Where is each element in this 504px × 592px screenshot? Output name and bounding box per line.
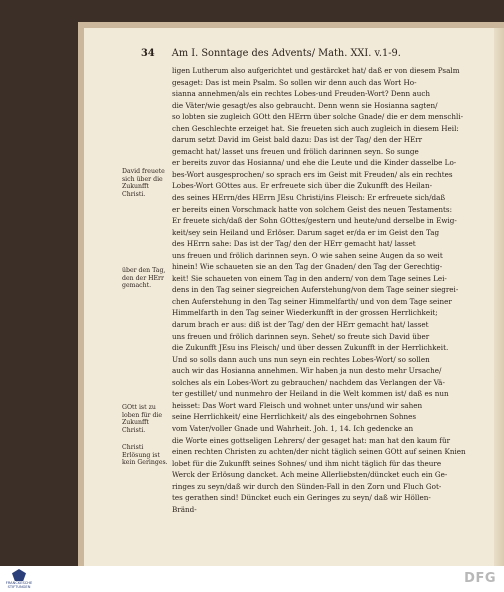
- margin-note-tag: über den Tag, den der HErr gemacht.: [122, 267, 166, 290]
- francke-logo[interactable]: [4, 569, 34, 590]
- text-line: hinein! Wie schaueten sie an den Tag der Gnaden/ den Tag der Gerechtig-: [172, 262, 443, 272]
- text-line: keit/sey sein Heiland und Erlöser. Darum saget er/da er im Geist den Tag: [172, 227, 440, 237]
- text-line: die Worte eines gottseligen Lehrers/ der gesaget hat: man hat den kaum für: [172, 435, 451, 445]
- dfg-logo[interactable]: DFG: [464, 571, 496, 586]
- text-line: Und so solls dann auch uns nun seyn ein rechtes Lobes-Wort/ so sollen: [172, 354, 430, 364]
- page-fold-shadow: [494, 28, 504, 566]
- text-line: so lobten sie zugleich GOtt den HErrn über solche Gnade/ die er dem menschli-: [172, 112, 464, 122]
- text-line: des HErrn sahe: Das ist der Tag/ den der HErr gemacht hat/ lasset: [172, 239, 416, 249]
- text-line: tes gerathen sind! Düncket euch ein Geringes zu seyn/ daß wir Höllen-: [172, 493, 431, 503]
- viewer-footer: [0, 566, 504, 592]
- text-line: ligen Lutherum also aufgerichtet und gestärcket hat/ daß er von diesem Psalm: [172, 66, 460, 75]
- margin-note-david: David freuete sich über die Zukunfft Christi.: [122, 168, 165, 198]
- margin-note-gott-loben: GOtt ist zu loben für die Zukunfft Christi.: [122, 404, 163, 434]
- text-line: einen rechten Christen zu achten/der nicht täglich seinen GOtt auf seinen Knien: [172, 447, 466, 457]
- text-line: Lobes-Wort GOttes aus. Er erfreuete sich über die Zukunfft des Heilan-: [172, 181, 433, 191]
- francke-logo-line2: STIFTUNGEN: [7, 585, 31, 589]
- text-line: gesaget: Das ist mein Psalm. So sollen wir denn auch das Wort Ho-: [172, 77, 417, 87]
- margin-note-erloesung: Christi Erlösung ist kein Geringes.: [122, 444, 168, 467]
- text-line: darum brach er aus: diß ist der Tag/ den der HErr gemacht hat/ lasset: [172, 320, 429, 330]
- francke-emblem-icon: [12, 569, 26, 581]
- text-line: Bränd-: [172, 504, 197, 514]
- text-line: solches als ein Lobes-Wort zu gebrauchen/ nachdem das Verlangen der Vä-: [172, 377, 445, 387]
- text-line: er bereits einen Vorschmack hatte von solchem Geist des neuen Testaments:: [172, 204, 452, 214]
- text-line: heisset: Das Wort ward Fleisch und wohnet unter uns/und wir sahen: [172, 400, 423, 410]
- text-line: chen Geschlechte erzeiget hat. Sie freueten sich auch zugleich in diesem Heil:: [172, 123, 459, 133]
- text-line: uns freuen und frölich darinnen seyn. Sehet/ so freute sich David über: [172, 331, 430, 341]
- text-line: keit! Sie schaueten von einem Tag in den andern/ von dem Tage seines Lei-: [172, 273, 447, 283]
- body-text: [172, 65, 494, 515]
- francke-logo-line1: FRANCKESCHE: [5, 581, 33, 585]
- text-line: dens in den Tag seiner siegreichen Auferstehung/von dem Tage seiner siegrei-: [172, 285, 459, 295]
- text-line: chen Auferstehung in den Tag seiner Himmelfarth/ und von dem Tage seiner: [172, 296, 452, 306]
- text-line: ter gestillet/ und nunmehro der Heiland in die Welt kommen ist/ daß es nun: [172, 389, 449, 399]
- text-line: uns freuen und frölich darinnen seyn. O wie sahen seine Augen da so weit: [172, 250, 443, 260]
- page-number: 34: [141, 48, 155, 59]
- text-line: ringes zu seyn/daß wir durch den Sünden-Fall in den Zorn und Fluch Got-: [172, 481, 442, 491]
- running-head-title: Am I. Sonntage des Advents/ Math. XXI. v.1-9.: [171, 48, 401, 59]
- text-line: Er freuete sich/daß der Sohn GOttes/gestern und heute/und derselbe in Ewig-: [172, 216, 457, 226]
- running-header: [141, 47, 491, 61]
- book-page: [84, 28, 504, 566]
- text-line: gemacht hat/ lasset uns freuen und frölich darinnen seyn. So sunge: [172, 146, 419, 156]
- text-line: bes-Wort ausgesprochen/ so sprach ers im Geist mit Freuden/ als ein rechtes: [172, 169, 453, 179]
- text-line: die Väter/wie gesagt/es also gebraucht. Denn wenn sie Hosianna sagten/: [172, 100, 438, 110]
- text-line: auch wir das Hosianna annehmen. Wir haben ja nun desto mehr Ursache/: [172, 366, 442, 376]
- text-line: sianna annehmen/als ein rechtes Lobes-und Freuden-Wort? Denn auch: [172, 89, 430, 99]
- text-line: darum setzt David im Geist bald dazu: Das ist der Tag/ den der HErr: [172, 135, 423, 145]
- text-line: seine Herrlichkeit/ eine Herrlichkeit/ als des eingebohrnen Sohnes: [172, 412, 417, 422]
- text-line: des seines HErrn/des HErrn JEsu Christi/ins Fleisch: Er erfreuete sich/daß: [172, 193, 446, 203]
- text-line: Werck der Erlösung dancket. Ach meine Allerliebsten/düncket euch ein Ge-: [172, 470, 448, 480]
- text-line: vom Vater/voller Gnade und Wahrheit. Joh. 1, 14. Ich gedencke an: [172, 423, 414, 433]
- text-line: er bereits zuvor das Hosianna/ und ehe die Leute und die Kinder dasselbe Lo-: [172, 158, 457, 168]
- text-line: Himmelfarth in den Tag seiner Wiederkunfft in der grossen Herrlichkeit;: [172, 308, 438, 318]
- text-line: lobet für die Zukunfft seines Sohnes/ und ihm nicht täglich für das theure: [172, 458, 442, 468]
- text-line: die Zukunfft JEsu ins Fleisch/ und über dessen Zukunfft in der Herrlichkeit.: [172, 343, 449, 353]
